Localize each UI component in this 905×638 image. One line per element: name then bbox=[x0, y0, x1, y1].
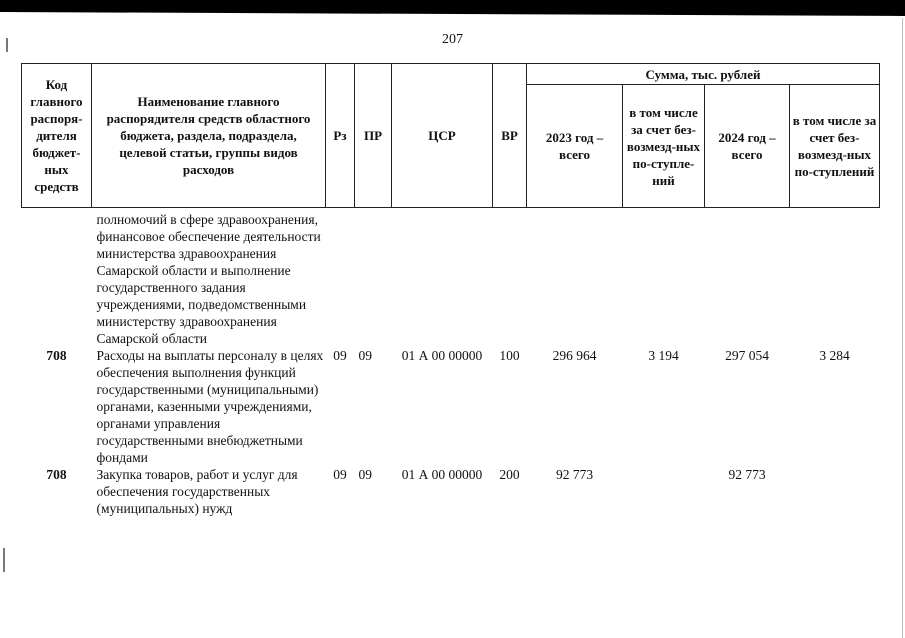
cell-2024-grants: 3 284 bbox=[819, 347, 850, 363]
cell-2024-grants bbox=[790, 466, 880, 517]
cell-csr bbox=[392, 211, 493, 347]
cell-pr: 09 bbox=[358, 347, 372, 363]
table-row bbox=[22, 211, 880, 347]
table-header bbox=[22, 64, 880, 208]
cell-code: 708 bbox=[46, 347, 67, 363]
cell-2023-total bbox=[527, 211, 623, 347]
table-body bbox=[22, 208, 880, 517]
cell-2023-total: 92 773 bbox=[555, 466, 594, 482]
budget-table bbox=[21, 63, 880, 517]
cell-2023-grants: 3 194 bbox=[648, 347, 679, 363]
table-row bbox=[22, 347, 880, 466]
cell-2023-total: 296 964 bbox=[552, 347, 597, 363]
header-pr: ПР bbox=[355, 64, 392, 208]
cell-2024-total bbox=[705, 211, 790, 347]
header-2023-grants: в том числе за счет без-возмезд-ных по-ступле-ний bbox=[623, 85, 705, 208]
header-rz: Рз bbox=[326, 64, 355, 208]
cell-2024-total: 92 773 bbox=[728, 466, 766, 482]
header-2023-total: 2023 год – всего bbox=[527, 85, 623, 208]
cell-name: Расходы на выплаты персоналу в целях обеспечения выполнения функций государственными (муниципальными) органами, казенными учреждениями, органами управления государственными внебюджетными фондами bbox=[96, 347, 324, 465]
cell-rz bbox=[326, 211, 355, 347]
scan-edge-shadow bbox=[0, 0, 905, 16]
header-csr: ЦСР bbox=[392, 64, 493, 208]
cell-vr: 200 bbox=[499, 466, 520, 482]
cell-pr bbox=[355, 211, 392, 347]
cell-name: полномочий в сфере здравоохранения, финансовое обеспечение деятельности министерства здравоохранения Самарской области и выполнение государственного задания учреждениями, подведомственными министерству здравоохранения Самарской области bbox=[96, 211, 321, 346]
header-2024-grants: в том числе за счет без-возмезд-ных по-ступлений bbox=[790, 85, 880, 208]
cell-csr: 01 А 00 00000 bbox=[401, 466, 483, 482]
header-sum-group: Сумма, тыс. рублей bbox=[527, 64, 880, 85]
scan-page-edge bbox=[902, 18, 903, 638]
header-2024-total: 2024 год – всего bbox=[705, 85, 790, 208]
cell-code: 708 bbox=[46, 466, 67, 482]
cell-rz: 09 bbox=[333, 347, 347, 363]
header-code: Код главного распоря-дителя бюджет-ных средств bbox=[22, 64, 92, 208]
cell-2023-grants bbox=[623, 466, 705, 517]
cell-2024-grants bbox=[790, 211, 880, 347]
cell-name: Закупка товаров, работ и услуг для обеспечения государственных (муниципальных) нужд bbox=[96, 466, 298, 516]
page-number: 207 bbox=[442, 32, 463, 47]
cell-2024-total: 297 054 bbox=[725, 347, 769, 363]
cell-code bbox=[22, 211, 92, 347]
cell-vr bbox=[493, 211, 527, 347]
header-vr: ВР bbox=[493, 64, 527, 208]
cell-vr: 100 bbox=[499, 347, 520, 363]
cell-2023-grants bbox=[623, 211, 705, 347]
cell-rz: 09 bbox=[333, 466, 347, 482]
cell-pr: 09 bbox=[358, 466, 372, 482]
cell-csr: 01 А 00 00000 bbox=[401, 347, 483, 363]
scan-artifact bbox=[3, 548, 5, 572]
table-row bbox=[22, 466, 880, 517]
header-name: Наименование главного распорядителя средств областного бюджета, раздела, подраздела, целевой статьи, группы видов расходов bbox=[92, 64, 326, 208]
